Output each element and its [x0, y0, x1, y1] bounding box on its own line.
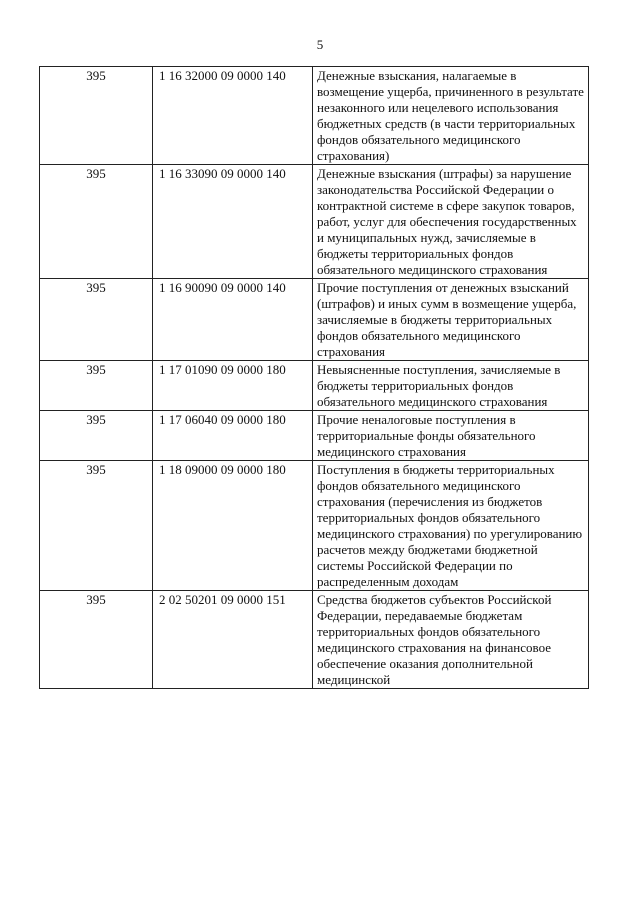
budget-code-cell: 2 02 50201 09 0000 151: [153, 591, 313, 689]
income-description-cell: Денежные взыскания, налагаемые в возмещение ущерба, причиненного в результате незаконного или нецелевого использования бюджетных средств (в части территориальных фондов обязательного медицинского страхования): [313, 67, 589, 165]
table-row: [40, 165, 589, 279]
income-description-cell: Невыясненные поступления, зачисляемые в бюджеты территориальных фондов обязательного медицинского страхования: [313, 361, 589, 411]
table-row: [40, 411, 589, 461]
budget-code-cell: 1 16 32000 09 0000 140: [153, 67, 313, 165]
budget-code-cell: 1 18 09000 09 0000 180: [153, 461, 313, 591]
admin-code-cell: 395: [40, 461, 153, 591]
table-row: [40, 279, 589, 361]
admin-code-cell: 395: [40, 591, 153, 689]
budget-classification-table: [39, 66, 589, 689]
table-row: [40, 361, 589, 411]
table-row: [40, 461, 589, 591]
income-description-cell: Денежные взыскания (штрафы) за нарушение законодательства Российской Федерации о контрактной системе в сфере закупок товаров, работ, услуг для обеспечения государственных и муниципальных нужд, зачисляемые в бюджеты территориальных фондов обязательного медицинского страхования: [313, 165, 589, 279]
income-description-cell: Прочие неналоговые поступления в территориальные фонды обязательного медицинского страхования: [313, 411, 589, 461]
budget-code-cell: 1 17 06040 09 0000 180: [153, 411, 313, 461]
budget-code-cell: 1 17 01090 09 0000 180: [153, 361, 313, 411]
budget-code-cell: 1 16 33090 09 0000 140: [153, 165, 313, 279]
admin-code-cell: 395: [40, 411, 153, 461]
admin-code-cell: 395: [40, 165, 153, 279]
page-number: 5: [316, 37, 324, 52]
admin-code-cell: 395: [40, 279, 153, 361]
admin-code-cell: 395: [40, 67, 153, 165]
income-description-cell: Средства бюджетов субъектов Российской Федерации, передаваемые бюджетам территориальных фондов обязательного медицинского страхования на финансовое обеспечение оказания дополнительной медицинской: [313, 591, 589, 689]
admin-code-cell: 395: [40, 361, 153, 411]
table-row: [40, 591, 589, 689]
budget-code-cell: 1 16 90090 09 0000 140: [153, 279, 313, 361]
income-description-cell: Поступления в бюджеты территориальных фондов обязательного медицинского страхования (перечисления из бюджетов территориальных фондов обязательного медицинского страхования) по урегулированию расчетов между бюджетами бюджетной системы Российской Федерации по распределенным доходам: [313, 461, 589, 591]
income-description-cell: Прочие поступления от денежных взысканий (штрафов) и иных сумм в возмещение ущерба, зачисляемые в бюджеты территориальных фондов обязательного медицинского страхования: [313, 279, 589, 361]
table-row: [40, 67, 589, 165]
